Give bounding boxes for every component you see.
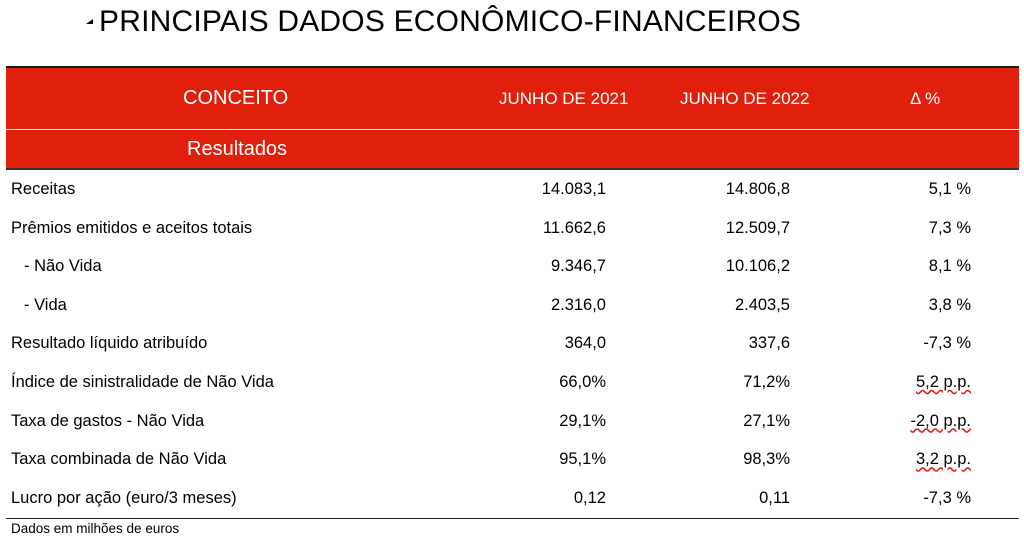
- row-label: Taxa de gastos - Não Vida: [11, 411, 205, 430]
- value-2021: 29,1%: [559, 411, 606, 430]
- value-2021: 14.083,1: [541, 180, 606, 198]
- table-bottom-divider: [6, 518, 1019, 519]
- header-june-2022: JUNHO DE 2022: [680, 89, 810, 108]
- value-2021: 95,1%: [559, 450, 606, 469]
- value-2021: 364,0: [564, 334, 606, 353]
- page-title: [86, 4, 801, 40]
- value-2022: 27,1%: [743, 411, 790, 430]
- value-2022: 98,3%: [743, 450, 790, 469]
- table-row: [0, 479, 1024, 518]
- table-row: [0, 324, 1024, 363]
- value-2022: 71,2%: [743, 372, 790, 391]
- table-row: [0, 286, 1024, 325]
- value-2022: 0,11: [759, 488, 790, 507]
- value-delta: -2,0 p.p.: [910, 411, 971, 430]
- value-delta: 5,2 p.p.: [915, 372, 971, 391]
- value-2022: 2.403,5: [734, 295, 790, 314]
- section-title: Resultados: [187, 138, 288, 160]
- value-2022: 14.806,8: [725, 180, 790, 198]
- row-label: Resultado líquido atribuído: [11, 334, 208, 353]
- table-header: [6, 66, 1019, 129]
- value-delta: 3,8 %: [928, 295, 971, 314]
- value-2021: 0,12: [573, 488, 606, 507]
- row-label: Lucro por ação (euro/3 meses): [11, 488, 237, 507]
- page-title-text: PRINCIPAIS DADOS ECONÔMICO-FINANCEIROS: [99, 5, 802, 38]
- row-label: Índice de sinistralidade de Não Vida: [11, 372, 274, 391]
- table-row: [0, 440, 1024, 479]
- value-2021: 11.662,6: [542, 218, 606, 237]
- row-label: Taxa combinada de Não Vida: [11, 450, 227, 469]
- bullet-arrow-icon: [86, 19, 93, 24]
- table-row: [0, 402, 1024, 441]
- value-2022: 337,6: [748, 334, 790, 353]
- header-june-2021: JUNHO DE 2021: [499, 89, 629, 108]
- value-delta: 8,1 %: [928, 257, 971, 276]
- row-label: Prêmios emitidos e aceitos totais: [11, 218, 253, 237]
- value-2021: 66,0%: [559, 372, 606, 391]
- value-delta: 5,1 %: [928, 180, 971, 198]
- value-delta: 3,2 p.p.: [915, 450, 971, 469]
- table-row: [0, 247, 1024, 286]
- value-2022: 10.106,2: [725, 257, 790, 276]
- value-delta: -7,3 %: [923, 488, 971, 507]
- value-2021: 2.316,0: [550, 295, 606, 314]
- value-delta: -7,3 %: [923, 334, 971, 353]
- section-header: [6, 130, 1019, 170]
- header-delta: Δ %: [910, 89, 941, 108]
- value-2021: 9.346,7: [550, 257, 606, 276]
- table-row: [0, 170, 1024, 209]
- table-row: [0, 209, 1024, 248]
- table-row: [0, 363, 1024, 402]
- header-concept: CONCEITO: [183, 87, 289, 109]
- row-label: - Não Vida: [24, 257, 102, 276]
- row-label: - Vida: [24, 295, 67, 314]
- table-body: [0, 170, 1024, 517]
- value-delta: 7,3 %: [928, 218, 971, 237]
- footnote: Dados em milhões de euros: [11, 521, 180, 536]
- value-2022: 12.509,7: [725, 218, 790, 237]
- row-label: Receitas: [11, 180, 76, 198]
